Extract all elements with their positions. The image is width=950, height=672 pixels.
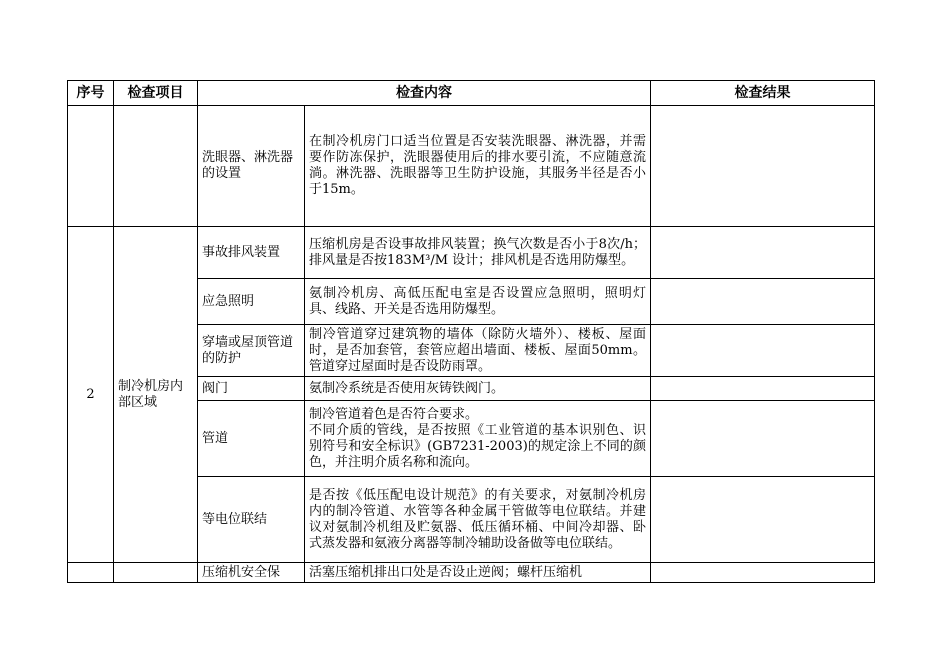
sub-item-cell: 管道 xyxy=(198,401,305,477)
table-row xyxy=(68,227,875,279)
content-cell: 在制冷机房门口适当位置是否安装洗眼器、淋洗器，并需要作防冻保护，洗眼器使用后的排水要引流，不应随意流淌。淋洗器、洗眼器等卫生防护设施，其服务半径是否小于15m。 xyxy=(305,106,651,227)
content-line: 制冷管道着色是否符合要求。 xyxy=(309,406,479,422)
content-cell: 制冷管道穿过建筑物的墙体（除防火墙外）、楼板、屋面时，是否加套管，套管应超出墙面、楼板、屋面50mm。管道穿过屋面时是否设防雨罩。 xyxy=(305,325,651,377)
header-result: 检查结果 xyxy=(651,81,875,106)
result-cell xyxy=(651,279,875,325)
table-row xyxy=(68,563,875,583)
header-content: 检查内容 xyxy=(198,81,651,106)
result-cell xyxy=(651,377,875,401)
content-line: 不同介质的管线，是否按照《工业管道的基本识别色、识别符号和安全标识》(GB7231-2003)的规定涂上不同的颜色，并注明介质名称和流向。 xyxy=(309,422,646,470)
result-cell xyxy=(651,106,875,227)
item-cell xyxy=(114,563,198,583)
item-cell xyxy=(114,106,198,227)
sub-item-cell: 事故排风装置 xyxy=(198,227,305,279)
sub-item-cell: 洗眼器、淋洗器的设置 xyxy=(198,106,305,227)
inspection-table xyxy=(67,80,875,583)
seq-cell xyxy=(68,106,114,227)
seq-cell xyxy=(68,563,114,583)
result-cell xyxy=(651,563,875,583)
header-row xyxy=(68,81,875,106)
sub-item-cell: 压缩机安全保 xyxy=(198,563,305,583)
content-cell: 活塞压缩机排出口处是否设止逆阀；螺杆压缩机 xyxy=(305,563,651,583)
seq-cell: 2 xyxy=(68,227,114,563)
result-cell xyxy=(651,477,875,563)
header-seq: 序号 xyxy=(68,81,114,106)
item-cell: 制冷机房内部区域 xyxy=(114,227,198,563)
sub-item-cell: 阀门 xyxy=(198,377,305,401)
content-cell: 压缩机房是否设事故排风装置；换气次数是否小于8次/h；排风量是否按183M³/M 设计；排风机是否选用防爆型。 xyxy=(305,227,651,279)
sub-item-cell: 穿墙或屋顶管道的防护 xyxy=(198,325,305,377)
content-cell: 氨制冷机房、高低压配电室是否设置应急照明，照明灯具、线路、开关是否选用防爆型。 xyxy=(305,279,651,325)
content-cell xyxy=(305,401,651,477)
header-item: 检查项目 xyxy=(114,81,198,106)
table-row xyxy=(68,106,875,227)
result-cell xyxy=(651,401,875,477)
result-cell xyxy=(651,227,875,279)
result-cell xyxy=(651,325,875,377)
content-cell: 氨制冷系统是否使用灰铸铁阀门。 xyxy=(305,377,651,401)
sub-item-cell: 等电位联结 xyxy=(198,477,305,563)
sub-item-cell: 应急照明 xyxy=(198,279,305,325)
content-cell: 是否按《低压配电设计规范》的有关要求，对氨制冷机房内的制冷管道、水管等各种金属干管做等电位联结。并建议对氨制冷机组及贮氨器、低压循环桶、中间冷却器、卧式蒸发器和氨液分离器等制冷辅助设备做等电位联结。 xyxy=(305,477,651,563)
